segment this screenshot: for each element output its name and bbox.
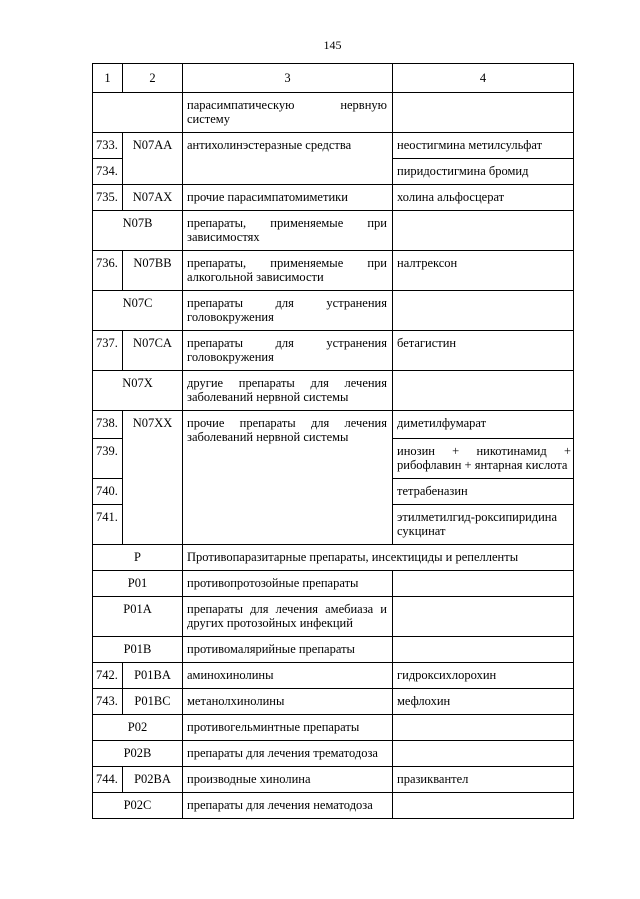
group-name: препараты для лечения трематодоза xyxy=(183,741,393,767)
text-line: заболеваний нервной системы xyxy=(187,390,349,404)
atc-code: P02 xyxy=(93,715,183,741)
atc-code: P01A xyxy=(93,597,183,637)
row-number: 733. xyxy=(93,133,123,159)
table-row xyxy=(93,793,574,819)
group-name xyxy=(183,597,393,637)
group-name xyxy=(183,371,393,411)
text-line: прочие препараты для лечения xyxy=(187,416,387,430)
column-header: 2 xyxy=(123,64,183,93)
text-line: алкогольной зависимости xyxy=(187,270,324,284)
table-row xyxy=(93,545,574,571)
text-line: систему xyxy=(187,112,230,126)
group-name: противопротозойные препараты xyxy=(183,571,393,597)
row-number: 741. xyxy=(93,505,123,545)
empty-cell xyxy=(393,291,574,331)
table-row xyxy=(93,411,574,439)
table-row xyxy=(93,185,574,211)
table-row xyxy=(93,133,574,159)
table-row xyxy=(93,597,574,637)
text-line: препараты для устранения xyxy=(187,336,387,350)
empty-cell xyxy=(393,211,574,251)
atc-code: P01 xyxy=(93,571,183,597)
empty-cell xyxy=(393,793,574,819)
table-row xyxy=(93,371,574,411)
atc-code: N07AA xyxy=(123,133,183,185)
drug-name: диметилфумарат xyxy=(393,411,574,439)
table-row xyxy=(93,741,574,767)
text-line: сукцинат xyxy=(397,524,446,538)
section-name: Противопаразитарные препараты, инсектициды и репелленты xyxy=(183,545,574,571)
table-row xyxy=(93,767,574,793)
atc-code: P01BA xyxy=(123,663,183,689)
row-number: 742. xyxy=(93,663,123,689)
empty-cell xyxy=(393,597,574,637)
row-number: 737. xyxy=(93,331,123,371)
group-name: антихолинэстеразные средства xyxy=(183,133,393,185)
row-number: 738. xyxy=(93,411,123,439)
row-number: 739. xyxy=(93,439,123,479)
group-name: противомалярийные препараты xyxy=(183,637,393,663)
table-row xyxy=(93,331,574,371)
text-line: заболеваний нервной системы xyxy=(187,430,349,444)
group-name xyxy=(183,411,393,545)
page-number: 145 xyxy=(323,38,342,52)
text-line: парасимпатическую нервную xyxy=(187,98,387,112)
row-number: 740. xyxy=(93,479,123,505)
drug-name: налтрексон xyxy=(393,251,574,291)
drug-name: пиридостигмина бромид xyxy=(393,159,574,185)
empty-cell xyxy=(393,371,574,411)
row-number: 735. xyxy=(93,185,123,211)
group-name: метанолхинолины xyxy=(183,689,393,715)
table-row xyxy=(93,637,574,663)
atc-code: P02C xyxy=(93,793,183,819)
atc-code: N07X xyxy=(93,371,183,411)
atc-code: N07XX xyxy=(123,411,183,545)
group-name xyxy=(183,211,393,251)
empty-cell xyxy=(393,637,574,663)
group-name: противогельминтные препараты xyxy=(183,715,393,741)
drug-name xyxy=(393,505,574,545)
table-row xyxy=(93,211,574,251)
text-line: препараты, применяемые при xyxy=(187,216,387,230)
group-name xyxy=(183,331,393,371)
row-number: 734. xyxy=(93,159,123,185)
text-line: головокружения xyxy=(187,310,274,324)
text-line: зависимостях xyxy=(187,230,260,244)
atc-code: N07AX xyxy=(123,185,183,211)
atc-code: N07CA xyxy=(123,331,183,371)
drug-name: тетрабеназин xyxy=(393,479,574,505)
group-name xyxy=(183,251,393,291)
row-number: 744. xyxy=(93,767,123,793)
drug-name: гидроксихлорохин xyxy=(393,663,574,689)
column-header: 4 xyxy=(393,64,574,93)
text-line: рибофлавин + янтарная кислота xyxy=(397,458,568,472)
drug-name: празиквантел xyxy=(393,767,574,793)
text-line: головокружения xyxy=(187,350,274,364)
empty-cell xyxy=(393,715,574,741)
atc-code: N07C xyxy=(93,291,183,331)
empty-cell xyxy=(93,93,183,133)
text-line: инозин + никотинамид + xyxy=(397,444,571,458)
column-header: 3 xyxy=(183,64,393,93)
drug-name xyxy=(393,439,574,479)
row-number: 736. xyxy=(93,251,123,291)
table-row xyxy=(93,663,574,689)
atc-code: P01BC xyxy=(123,689,183,715)
drug-name: неостигмина метилсульфат xyxy=(393,133,574,159)
group-name: аминохинолины xyxy=(183,663,393,689)
atc-code: P01B xyxy=(93,637,183,663)
group-name: прочие парасимпатомиметики xyxy=(183,185,393,211)
drug-table xyxy=(92,63,574,819)
empty-cell xyxy=(393,571,574,597)
drug-name: холина альфосцерат xyxy=(393,185,574,211)
text-line: препараты для устранения xyxy=(187,296,387,310)
table-row xyxy=(93,93,574,133)
column-header: 1 xyxy=(93,64,123,93)
table-row xyxy=(93,251,574,291)
group-name: производные хинолина xyxy=(183,767,393,793)
header-row xyxy=(93,64,574,93)
text-line: препараты для лечения амебиаза и xyxy=(187,602,387,616)
text-line: других протозойных инфекций xyxy=(187,616,353,630)
empty-cell xyxy=(393,93,574,133)
atc-code: N07BB xyxy=(123,251,183,291)
group-name: препараты для лечения нематодоза xyxy=(183,793,393,819)
group-name xyxy=(183,93,393,133)
empty-cell xyxy=(393,741,574,767)
drug-name: мефлохин xyxy=(393,689,574,715)
drug-name: бетагистин xyxy=(393,331,574,371)
row-number: 743. xyxy=(93,689,123,715)
table-row xyxy=(93,715,574,741)
atc-code: P xyxy=(93,545,183,571)
table-row xyxy=(93,571,574,597)
atc-code: N07B xyxy=(93,211,183,251)
group-name xyxy=(183,291,393,331)
text-line: этилметилгид-роксипиридина xyxy=(397,510,558,524)
text-line: препараты, применяемые при xyxy=(187,256,387,270)
text-line: другие препараты для лечения xyxy=(187,376,387,390)
atc-code: P02B xyxy=(93,741,183,767)
table-row xyxy=(93,291,574,331)
table-row xyxy=(93,689,574,715)
atc-code: P02BA xyxy=(123,767,183,793)
